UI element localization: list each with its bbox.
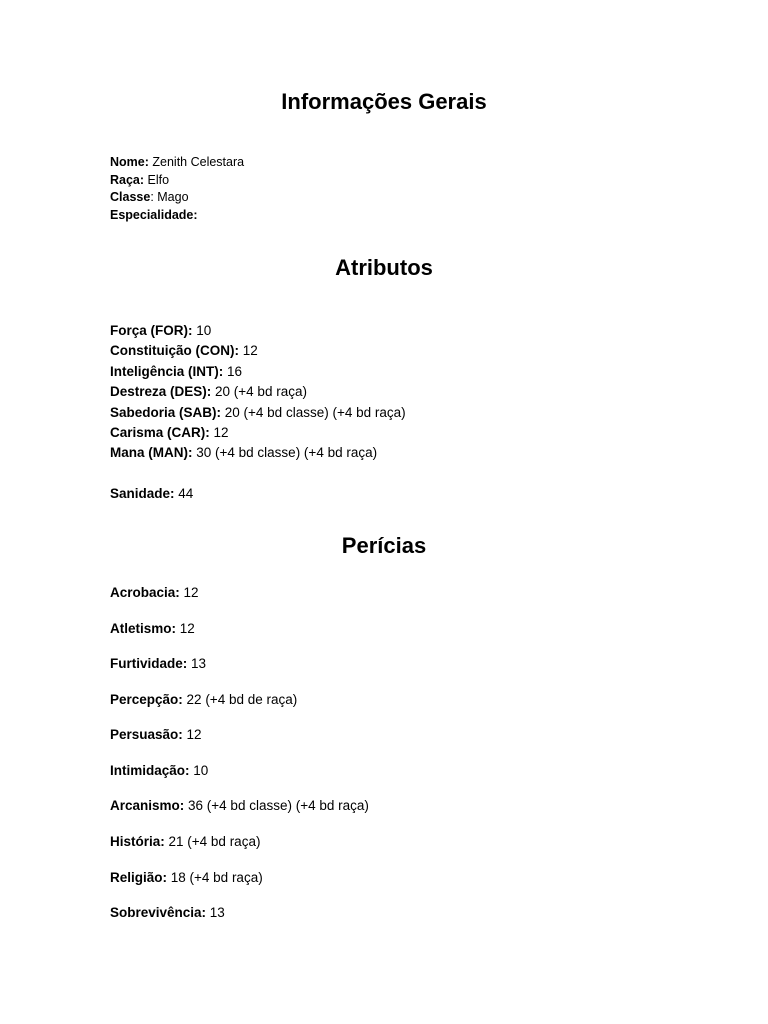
field-value: Zenith Celestara bbox=[148, 155, 245, 169]
specialty-field bbox=[110, 207, 244, 225]
attribute-intelligence bbox=[110, 362, 406, 382]
race-field bbox=[110, 172, 244, 190]
general-info-heading: Informações Gerais bbox=[281, 89, 487, 114]
skill-survival bbox=[110, 903, 225, 923]
skill-value: 12 bbox=[182, 727, 202, 742]
skill-value: 21 (+4 bd raça) bbox=[164, 834, 261, 849]
attribute-label: Força (FOR): bbox=[110, 323, 193, 338]
attribute-value: 30 (+4 bd classe) (+4 bd raça) bbox=[192, 445, 378, 461]
skill-label: Atletismo: bbox=[110, 621, 177, 636]
skill-athletics bbox=[110, 619, 195, 639]
field-label: Classe bbox=[110, 190, 151, 205]
skill-value: 22 (+4 bd de raça) bbox=[182, 692, 298, 707]
skill-value: 12 bbox=[179, 585, 199, 600]
name-field bbox=[110, 154, 244, 172]
skill-history bbox=[110, 832, 260, 852]
attribute-label: Carisma (CAR): bbox=[110, 425, 210, 441]
attribute-label: Constituição (CON): bbox=[110, 343, 239, 359]
skill-arcana bbox=[110, 796, 369, 816]
attribute-strength bbox=[110, 321, 406, 341]
attribute-label: Sanidade: bbox=[110, 485, 175, 501]
skill-stealth bbox=[110, 654, 206, 674]
skill-label: Sobrevivência: bbox=[110, 905, 207, 920]
attribute-constitution bbox=[110, 341, 406, 361]
field-label: Raça: bbox=[110, 172, 145, 187]
attributes-list bbox=[110, 321, 406, 504]
class-field bbox=[110, 189, 244, 207]
attribute-value: 12 bbox=[209, 425, 229, 441]
attribute-label: Destreza (DES): bbox=[110, 384, 212, 400]
skill-acrobatics bbox=[110, 583, 199, 603]
attribute-label: Inteligência (INT): bbox=[110, 363, 224, 379]
attribute-mana bbox=[110, 443, 406, 463]
skill-label: Persuasão: bbox=[110, 727, 183, 742]
attribute-value: 20 (+4 bd raça) bbox=[211, 384, 307, 400]
skill-label: Arcanismo: bbox=[110, 798, 185, 813]
skill-value: 36 (+4 bd classe) (+4 bd raça) bbox=[184, 798, 369, 813]
attribute-value: 10 bbox=[192, 323, 212, 338]
skills-heading: Perícias bbox=[341, 533, 427, 558]
attribute-sanity bbox=[110, 484, 406, 504]
skill-label: Religião: bbox=[110, 870, 168, 885]
skill-value: 13 bbox=[187, 656, 207, 671]
attributes-heading: Atributos bbox=[335, 255, 433, 280]
field-label: Nome: bbox=[110, 155, 149, 169]
field-label: Especialidade: bbox=[110, 208, 198, 223]
skill-label: Intimidação: bbox=[110, 763, 190, 778]
attribute-value: 44 bbox=[174, 485, 194, 501]
skill-label: Acrobacia: bbox=[110, 585, 180, 600]
attribute-value: 16 bbox=[223, 363, 243, 379]
general-info-fields bbox=[110, 154, 244, 225]
spacer bbox=[110, 464, 406, 484]
skill-value: 13 bbox=[206, 905, 225, 920]
skill-label: Furtividade: bbox=[110, 656, 188, 671]
skill-label: História: bbox=[110, 834, 165, 849]
skill-value: 10 bbox=[189, 763, 209, 778]
attribute-value: 12 bbox=[239, 343, 258, 359]
attribute-label: Mana (MAN): bbox=[110, 445, 193, 461]
skill-persuasion bbox=[110, 725, 202, 745]
skill-label: Percepção: bbox=[110, 692, 183, 707]
attribute-charisma bbox=[110, 423, 406, 443]
field-value: Elfo bbox=[144, 172, 170, 187]
attribute-value: 20 (+4 bd classe) (+4 bd raça) bbox=[221, 404, 406, 420]
skill-value: 12 bbox=[176, 621, 195, 636]
attribute-wisdom bbox=[110, 403, 406, 423]
skill-intimidation bbox=[110, 761, 208, 781]
skill-perception bbox=[110, 690, 297, 710]
attribute-label: Sabedoria (SAB): bbox=[110, 404, 222, 420]
field-value: : Mago bbox=[150, 190, 189, 205]
skill-value: 18 (+4 bd raça) bbox=[167, 870, 263, 885]
attribute-dexterity bbox=[110, 382, 406, 402]
skill-religion bbox=[110, 868, 263, 888]
